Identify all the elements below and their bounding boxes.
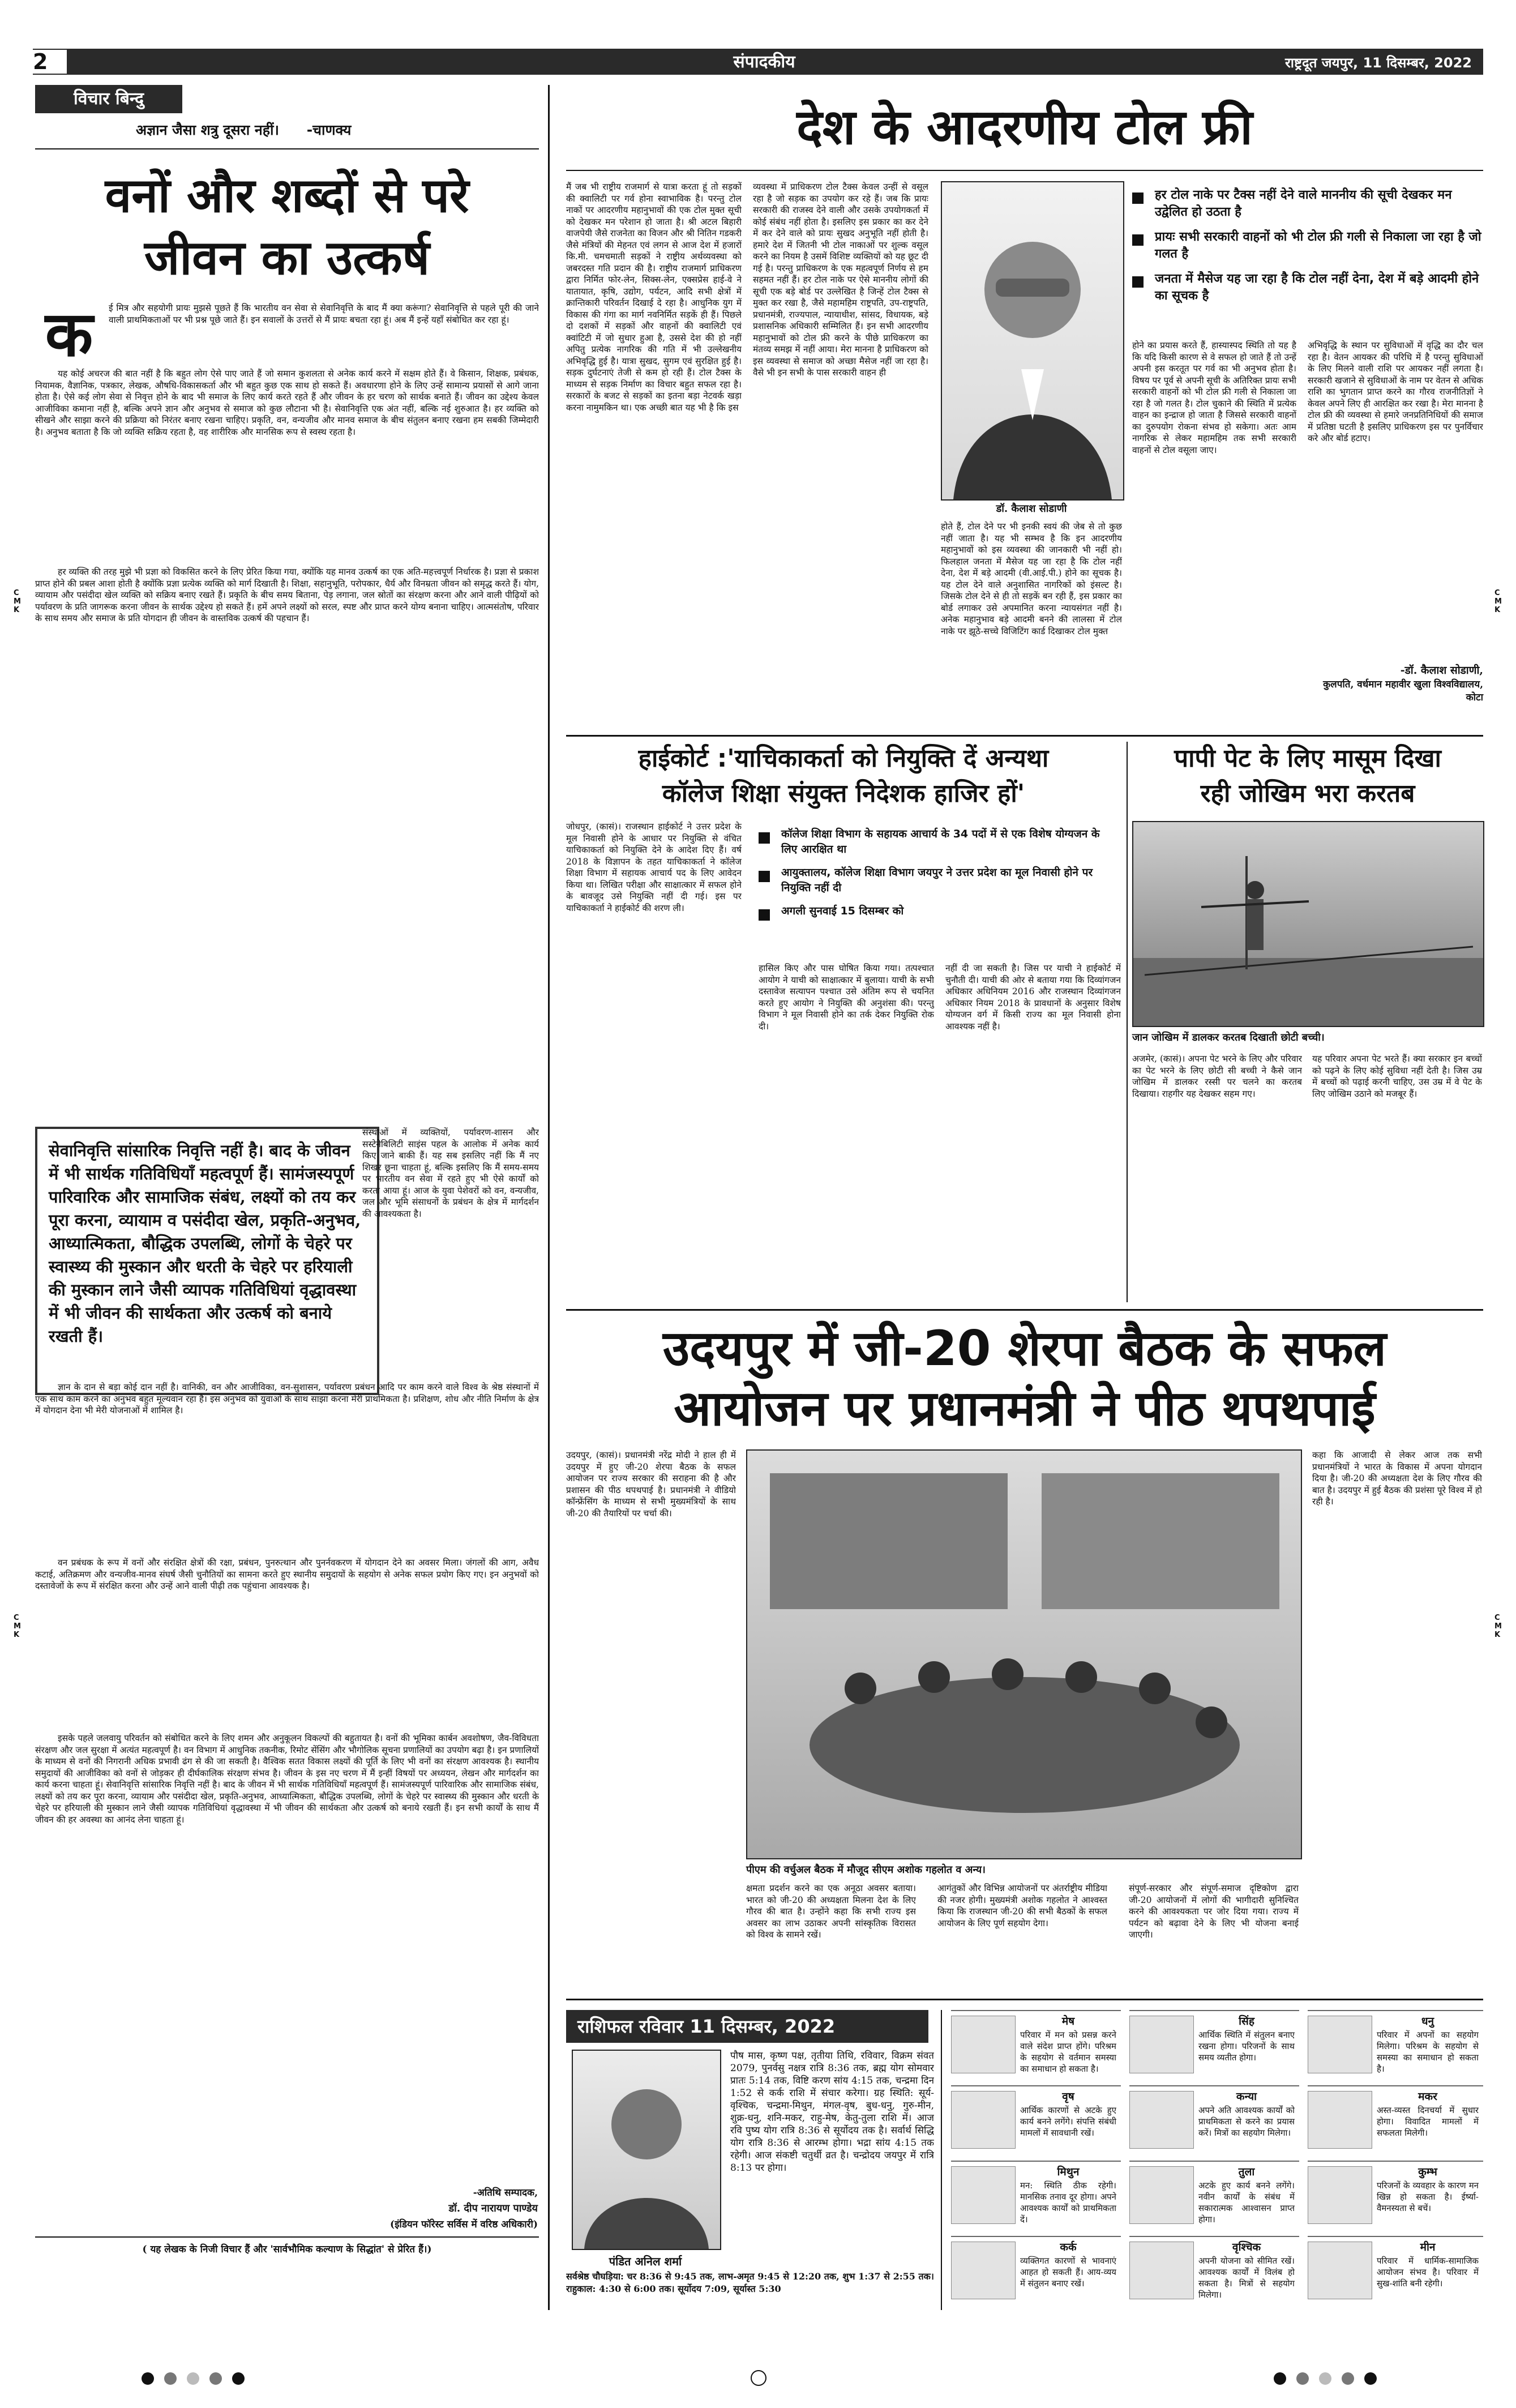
lead-body-1: यह कोई अचरज की बात नहीं है कि बहुत लोग ऐसे पाए जाते हैं जो समान कुशलता से अनेक कार्य करने में सक्षम होते हैं। वे किसान, शिक्षक, प्रबंधक, नियामक, वैज्ञानिक, पत्रकार, लेखक, औषधि-विकासकर्ता और भी बहुत कुछ एक साथ हो सकते हैं। अवधारणा होने के लिए उन्हें सामान्य प्रयासों से आगे जाना होता है। ऐसे कई लोग सेवा से निवृत्त होने के बाद भी समाज के लिए कार्य करते रहते हैं और जीवन के हर चरण को सार्थक बनाते हैं। जीवन का उद्देश्य केवल आजीविका कमाना नहीं है, बल्कि अपने ज्ञान और अनुभव से समाज को कुछ लौटाना भी है। सेवानिवृत्ति एक अंत नहीं, बल्कि नई शुरुआत है। हर व्यक्ति को सीखने और साझा करने की प्रक्रिया को निरंतर बनाए रखना चाहिए। प्रकृति, वन, वन्यजीव और मानव समाज के बीच संतुलन बनाए रखना हम सबकी जिम्मेदारी है। अनुभव बताता है कि जो व्यक्ति सक्रिय रहता है, वह शारीरिक और मानसिक रूप से स्वस्थ रहता है। xyxy=(35,369,539,437)
toll-col-1: मैं जब भी राष्ट्रीय राजमार्ग से यात्रा करता हूं तो सड़कों की क्वालिटी पर गर्व होना स्वाभाविक है। परन्तु टोल नाकों पर आदरणीय महानुभावों की एक टोल मुक्त सूची को देखकर मन परेशान हो जाता है। श्री अटल बिहारी वाजपेयी जैसे राजनेता का विजन और श्री नितिन गडकरी जैसे मंत्रियों की मेहनत एवं लगन से आज देश में हजारों कि.मी. चमचमाती सड़कों ने राष्ट्रीय अर्थव्यवस्था को जबरदस्त गति प्रदान की है। राष्ट्रीय राजमार्ग प्राधिकरण द्वारा निर्मित फोर-लेन, सिक्स-लेन, एक्सप्रेस हाई-वे ने यातायात, कृषि, उद्योग, पर्यटन, आदि सभी क्षेत्रों में क्रान्तिकारी परिवर्तन दिखाई दे रहा है। आधुनिक युग में विकास की गंगा का मार्ग नवनिर्मित सड़कें ही हैं। पिछले दो दशकों में सड़कों और वाहनों की क्वालिटी एवं क्वांटिटी में जो सुधार हुआ है, उससे देश की हो नहीं अपितु प्रत्येक नागरिक की गति में भी उल्लेखनीय अभिवृद्धि हुई है। यात्रा सुखद, सुगम एवं सुरक्षित हुई है। सड़क दुर्घटनाएं तेजी से कम हो रही हैं। टोल टैक्स के माध्यम से सड़क निर्माण का विचार बहुत सफल रहा है। सरकारों के बजट से सड़कों का इतना बड़ा नेटवर्क खड़ा करना नामुमकिन था। एक अच्छी बात यह भी है कि इस xyxy=(566,182,742,413)
footnote-rule xyxy=(35,2236,539,2238)
court-headline-1: हाईकोर्ट :'याचिकाकर्ता को नियुक्ति दें अन्यथा xyxy=(638,744,1049,773)
capricorn-icon xyxy=(1308,2091,1372,2149)
court-highlight-item: कॉलेज शिक्षा विभाग के सहायक आचार्य के 34 पदों में से एक विशेष योग्यजन के लिए आरक्षित था xyxy=(759,827,1115,857)
leo-icon xyxy=(1129,2016,1194,2073)
pisces-icon xyxy=(1308,2242,1372,2299)
signoff-1: -अतिथि सम्पादक, xyxy=(473,2187,538,2199)
choghadiya-text: सर्वश्रेष्ठ चौघड़िया: चर 8:36 से 9:45 तक, लाभ-अमृत 9:45 से 12:20 तक, शुभ 1:37 से 2:55 तक। राहुकाल: 4:30 से 6:00 तक। सूर्योदय 7:09, सूर्यास्त 5:30 xyxy=(566,2271,934,2294)
astrologer-name: पंडित अनिल शर्मा xyxy=(609,2255,682,2268)
zodiac-kumbh xyxy=(1308,2161,1483,2235)
portrait-illustration xyxy=(942,182,1123,499)
color-dot xyxy=(164,2372,177,2385)
g20-col-1: उदयपुर, (कासं)। प्रधानमंत्री नरेंद्र मोदी ने हाल ही में उदयपुर में हुए जी-20 शेरपा बैठक के सफल आयोजन पर राज्य सरकार की सराहना की है और प्रशासन की पीठ थपथपाई है। प्रधानमंत्री ने वीडियो कॉन्फ्रेंसिंग के माध्यम से सभी मुख्यमंत्रियों के साथ जी-20 की तैयारियों पर चर्चा की। xyxy=(566,1450,736,1519)
toll-col-3: होते हैं, टोल देने पर भी इनकी स्वयं की जेब से तो कुछ नहीं जाता है। यह भी सम्भव है कि इन आदरणीय महानुभावों को इस व्यवस्था की जानकारी भी नहीं हो। फिलहाल जनता में मैसेज यह जा रहा है कि टोल नहीं देना, देश में बड़े आदमी (वी.आई.पी.) होने का सूचक है। यह टोल देने वाले अनुशासित नागरिकों को इंसल्ट है। जिसके टोल देने से ही तो सड़कें बन रही हैं, इस प्रकार का बोर्ड लगाकर उसे अपमानित करना न्यायसंगत नहीं है। अनेक महानुभाव बड़े आदमी बनने की लालसा में टोल नाके पर झूठे-सच्चे विजिटिंग कार्ड दिखाकर टोल मुक्त xyxy=(941,521,1122,636)
calibration-target-center xyxy=(751,2370,766,2386)
child-headline-1: पापी पेट के लिए मासूम दिखा xyxy=(1174,744,1441,773)
zodiac-vrish xyxy=(951,2085,1121,2160)
page-number: 2 xyxy=(33,50,67,74)
zodiac-text: परिवार में धार्मिक-सामाजिक आयोजन संभव है। परिवार में सुख-शांति बनी रहेगी। xyxy=(1377,2256,1479,2289)
signoff-2: डॉ. दीप नारायण पाण्डेय xyxy=(448,2202,538,2214)
zodiac-text: परिवार में अपनों का सहयोग मिलेगा। परिश्रम के सहयोग से समस्या का समाधान हो सकता है। xyxy=(1377,2030,1479,2074)
zodiac-name: सिंह xyxy=(1239,2015,1254,2028)
drop-cap: क xyxy=(45,298,93,370)
vichar-author: -चाणक्य xyxy=(306,122,352,138)
color-dot xyxy=(1274,2372,1286,2385)
zodiac-text: आर्थिक स्थिति में संतुलन बनाए रखना होगा। परिजनों के साथ समय व्यतीत होगा। xyxy=(1198,2030,1295,2063)
zodiac-name: मीन xyxy=(1420,2241,1436,2253)
court-col-2: हासिल किए और पास घोषित किया गया। तत्पश्चात आयोग ने याची को साक्षात्कार में बुलाया। याची के सभी दस्तावेज सत्यापन पश्चात उसे अंतिम रूप से चयनित करते हुए आयोग ने नियुक्ति की अनुशंसा की। परन्तु विभाग ने मूल निवासी होने का तर्क देकर नियुक्ति रोक दी। xyxy=(759,963,934,1032)
scorpio-icon xyxy=(1129,2242,1194,2299)
lead-body-4: ज्ञान के दान से बड़ा कोई दान नहीं है। वानिकी, वन और आजीविका, वन-सुशासन, पर्यावरण प्रबंधन आदि पर काम करने वाले विश्व के श्रेष्ठ संस्थानों में एक साथ काम करने का अनुभव बहुत मूल्यवान रहा है। इस अनुभव को युवाओं के साथ साझा करना मेरी प्राथमिकता है। प्रशिक्षण, शोध और नीति निर्माण के क्षेत्र में योगदान देना भी मेरी योजनाओं में शामिल है। xyxy=(35,1382,539,1415)
vichar-rule xyxy=(35,148,539,149)
color-dot xyxy=(1296,2372,1309,2385)
g20-col-3: आगंतुकों और विभिन्न आयोजनों पर अंतर्राष्ट्रीय मीडिया की नजर होगी। मुख्यमंत्री अशोक गहलोत ने आश्वस्त किया कि राजस्थान जी-20 की सभी बैठकों के सफल आयोजन के लिए पूर्ण सहयोग देगा। xyxy=(937,1883,1107,1928)
column-divider xyxy=(548,85,550,2310)
toll-author-role: कुलपति, वर्धमान महावीर खुला विश्वविद्यालय, कोटा xyxy=(1323,679,1483,703)
g20-col-5: कहा कि आजादी से लेकर आज तक सभी प्रधानमंत्रियों ने भारत के विकास में अपना योगदान दिया है। जी-20 की अध्यक्षता देश के लिए गौरव की बात है। उदयपुर में हुई बैठक की प्रशंसा पूरे विश्व में हो रही है। xyxy=(1312,1450,1482,1507)
toll-highlight-item: जनता में मैसेज यह जा रहा है कि टोल नहीं देना, देश में बड़े आदमी होने का सूचक है xyxy=(1132,271,1483,305)
zodiac-kanya xyxy=(1129,2085,1299,2160)
zodiac-name: मिथुन xyxy=(1057,2166,1080,2178)
astrologer-portrait xyxy=(573,2051,720,2249)
aries-icon xyxy=(951,2016,1016,2073)
zodiac-text: अटके हुए कार्य बनने लगेंगे। नवीन कार्यों के संबंध में सकारात्मक आश्वासन प्राप्त होगा। xyxy=(1198,2180,1295,2225)
court-divider xyxy=(1127,742,1128,1302)
gemini-icon xyxy=(951,2166,1016,2224)
zodiac-tula xyxy=(1129,2161,1299,2235)
zodiac-mesh xyxy=(951,2010,1121,2085)
zodiac-name: मेष xyxy=(1061,2015,1075,2028)
zodiac-name: तुला xyxy=(1238,2166,1255,2178)
zodiac-kark xyxy=(951,2236,1121,2311)
child-headline-2: रही जोखिम भरा करतब xyxy=(1200,779,1415,808)
section-rule-3 xyxy=(566,1999,1483,2000)
court-col-3: नहीं दी जा सकती है। जिस पर याची ने हाईकोर्ट में चुनौती दी। याची की ओर से बताया गया कि दिव्यांगजन अधिकार अधिनियम 2016 और राजस्थान दिव्यांगजन अधिकार नियम 2018 के प्रावधानों के अनुसार विशेष योग्यजन वर्ग में किसी राज्य का मूल निवासी होना आवश्यक नहीं है। xyxy=(945,963,1121,1032)
zodiac-name: कुम्भ xyxy=(1418,2166,1437,2178)
court-col-1: जोधपुर, (कासं)। राजस्थान हाईकोर्ट ने उत्तर प्रदेश के मूल निवासी होने के आधार पर नियुक्ति से वंचित याचिकाकर्ता को नियुक्ति देने के आदेश दिए हैं। वर्ष 2018 के विज्ञापन के तहत याचिकाकर्ता ने कॉलेज शिक्षा विभाग में सहायक आचार्य पद के लिए आवेदन किया था। लिखित परीक्षा और साक्षात्कार में सफल होने के बावजूद उसे नियुक्ति नहीं दी गई। इस पर याचिकाकर्ता ने हाईकोर्ट की शरण ली। xyxy=(566,822,742,913)
zodiac-name: कर्क xyxy=(1060,2241,1077,2253)
cancer-icon xyxy=(951,2242,1016,2299)
section-rule-2 xyxy=(566,1309,1483,1311)
tightrope-illustration xyxy=(1133,822,1483,1026)
lead-headline-1: वनों और शब्दों से परे xyxy=(105,168,469,223)
lead-body-3: संस्थाओं में व्यक्तियों, पर्यावरण-शासन और सस्टेनेबिलिटी साइंस पहल के आलोक में अनेक कार्य किए जाने बाकी हैं। यह सब इसलिए नहीं कि मैं नए शिखर छूना चाहता हूं, बल्कि इसलिए कि मैं समय-समय पर भारतीय वन सेवा में रहते हुए भी ऐसे कार्यों को करता आया हूं। आज के युवा पेशेवरों को वन, वन्यजीव, जल और भूमि संसाधनों के प्रबंधन के क्षेत्र में मार्गदर्शन की आवश्यकता है। xyxy=(362,1127,539,1219)
child-col-2: यह परिवार अपना पेट भरते हैं। क्या सरकार इन बच्चों को पढ़ने के लिए कोई सुविधा नहीं देती है। जिस उम्र में बच्चों को पढ़ाई करनी चाहिए, उस उम्र में वे पेट के लिए जोखिम उठाने को मजबूर हैं। xyxy=(1312,1054,1482,1099)
zodiac-name: वृश्चिक xyxy=(1232,2241,1261,2253)
color-dot xyxy=(1342,2372,1354,2385)
toll-col-5: अभिवृद्धि के स्थान पर सुविधाओं में वृद्धि का दौर चल रहा है। वेतन आयकर की परिधि में है परन्तु सुविधाओं के लिए मिलने वाली राशि पर आयकर नहीं लगता है। सरकारी खजाने से सुविधाओं के नाम पर वेतन से अधिक राशि का भुगतान प्राप्त करने का गौरव राजनीतिज्ञों ने केवल अपने लिए ही आरक्षित कर रखा है। मेरा मानना है टोल फ्री की व्यवस्था से हमारे जनप्रतिनिधियों की समाज में प्रतिष्ठा घटती है इसलिए प्राधिकरण इस पर पुनर्विचार करे और बोर्ड हटाए। xyxy=(1308,340,1483,443)
vichar-thought-text: अज्ञान जैसा शत्रु दूसरा नहीं। xyxy=(136,122,279,138)
zodiac-name: धनु xyxy=(1421,2015,1434,2028)
toll-highlights xyxy=(1132,187,1483,313)
child-photo-caption: जान जोखिम में डालकर करतब दिखाती छोटी बच्ची। xyxy=(1132,1032,1325,1043)
pull-quote: सेवानिवृत्ति सांसारिक निवृत्ति नहीं है। बाद के जीवन में भी सार्थक गतिविधियाँ महत्वपूर्ण हैं। सामंजस्यपूर्ण पारिवारिक और सामाजिक संबंध, लक्ष्यों को तय कर पूरा करना, व्यायाम व पसंदीदा खेल, प्रकृति-अनुभव, आध्यात्मिकता, बौद्धिक उपलब्धि, लोगों के चेहरे पर स्वास्थ्य की मुस्कान और धरती के चेहरे पर हरियाली की मुस्कान लाने जैसी व्यापक गतिविधियां वृद्धावस्था में भी जीवन की सार्थकता और उत्कर्ष को बनाये रखती हैं। xyxy=(35,1127,379,1395)
zodiac-text: व्यक्तिगत कारणों से भावनाएं आहत हो सकती हैं। आय-व्यय में संतुलन बनाए रखें। xyxy=(1020,2256,1116,2289)
toll-author: -डॉ. कैलाश सोडाणी, xyxy=(1400,664,1483,677)
zodiac-text: अस्त-व्यस्त दिनचर्या में सुधार होगा। विवादित मामलों में सफलता मिलेगी। xyxy=(1377,2105,1479,2138)
meeting-illustration xyxy=(747,1451,1301,1858)
registration-mark-right-bottom: CMK xyxy=(1494,1614,1503,1639)
zodiac-makar xyxy=(1308,2085,1483,2160)
section-title: संपादकीय xyxy=(733,52,795,72)
lead-body-6: इसके पहले जलवायु परिवर्तन को संबोधित करने के लिए शमन और अनुकूलन विकल्पों की बहुतायत है। वनों की भूमिका कार्बन अवशोषण, जैव-विविधता संरक्षण और जल सुरक्षा में अत्यंत महत्वपूर्ण है। वन विभाग में आधुनिक तकनीक, रिमोट सेंसिंग और भौगोलिक सूचना प्रणालियों का उपयोग बढ़ा है। इन प्रणालियों के माध्यम से वनों की निगरानी अधिक प्रभावी ढंग से की जा सकती है। वैश्विक सतत विकास लक्ष्यों की पूर्ति के लिए भी वनों का संरक्षण आवश्यक है। स्थानीय समुदायों की आजीविका को वनों से जोड़कर ही दीर्घकालिक संरक्षण संभव है। जीवन के इस नए चरण में मैं इन्हीं विषयों पर अध्ययन, लेखन और मार्गदर्शन का कार्य करना चाहता हूं। सेवानिवृत्ति सांसारिक निवृत्ति नहीं है। बाद के जीवन में भी सार्थक गतिविधियाँ महत्वपूर्ण हैं। सामंजस्यपूर्ण पारिवारिक और सामाजिक संबंध, लक्ष्यों को तय कर पूरा करना, व्यायाम और पसंदीदा खेल, प्रकृति-अनुभव, आध्यात्मिकता, बौद्धिक उपलब्धि, लोगों के चेहरे पर स्वास्थ्य की मुस्कान और धरती के चेहरे पर हरियाली की मुस्कान लाने जैसी व्यापक गतिविधियां वृद्धावस्था में भी जीवन की सार्थकता और उत्कर्ष को बनाये रखती हैं। इन सभी कार्यों के साथ मैं जीवन की हर अवस्था का आनंद लेना चाहता हूं। xyxy=(35,1733,539,1825)
zodiac-text: परिजनों के व्यवहार के कारण मन खिन्न हो सकता है। ईर्ष्या-वैमनस्यता से बचें। xyxy=(1377,2180,1479,2213)
vichar-thought xyxy=(136,120,532,139)
g20-headline-2: आयोजन पर प्रधानमंत्री ने पीठ थपथपाई xyxy=(674,1380,1376,1437)
color-dot xyxy=(1319,2372,1331,2385)
zodiac-dhanu xyxy=(1308,2010,1483,2085)
court-highlights xyxy=(759,827,1115,927)
g20-photo-caption: पीएम की वर्चुअल बैठक में मौजूद सीएम अशोक गहलोत व अन्य। xyxy=(746,1864,986,1876)
zodiac-text: मन: स्थिति ठीक रहेगी। मानसिक तनाव दूर होगा। अपने आवश्यक कार्यों को प्राथमिकता दें। xyxy=(1020,2180,1116,2225)
court-highlight-item: अगली सुनवाई 15 दिसम्बर को xyxy=(759,904,1115,919)
author-photo-caption: डॉ. कैलाश सोडाणी xyxy=(996,503,1067,515)
zodiac-name: कन्या xyxy=(1236,2090,1257,2103)
g20-col-4: संपूर्ण-सरकार और संपूर्ण-समाज दृष्टिकोण द्वारा जी-20 आयोजनों में लोगों की भागीदारी सुनिश्चित करने की आवश्यकता पर जोर दिया गया। राज्य में पर्यटन को बढ़ावा देने के लिए भी योजना बनाई जाएगी। xyxy=(1129,1883,1299,1940)
rashifal-heading: राशिफल रविवार 11 दिसम्बर, 2022 xyxy=(566,2010,928,2043)
libra-icon xyxy=(1129,2166,1194,2224)
footnote: ( यह लेखक के निजी विचार हैं और 'सार्वभौमिक कल्याण के सिद्धांत' से प्रेरित हैं।) xyxy=(142,2244,432,2255)
registration-mark-left-top: CMK xyxy=(14,589,22,614)
lead-body-2: हर व्यक्ति की तरह मुझे भी प्रज्ञा को विकसित करने के लिए प्रेरित किया गया, क्योंकि यह मानव उत्कर्ष का एक अति-महत्त्वपूर्ण निर्धारक है। प्रज्ञा से प्रकाश प्राप्त होने की प्रबल आशा होती है क्योंकि प्रज्ञा प्रत्येक व्यक्ति को मार्ग दिखाती है। शिक्षा, सहानुभूति, परोपकार, धैर्य और विनम्रता जीवन को समृद्ध करते हैं। योग, व्यायाम और पसंदीदा खेल व्यक्ति को सक्रिय बनाए रखते हैं। प्रकृति के बीच समय बिताना, पेड़ लगाना, जल स्रोतों का संरक्षण करना और आने वाली पीढ़ियों को पर्यावरण के प्रति जागरूक करना जीवन के सार्थक उद्देश्य हो सकते हैं। हमें अपने लक्ष्यों को सरल, स्पष्ट और प्राप्त करने योग्य बनाना चाहिए। आत्मसंतोष, परिवार के साथ समय और समाज के प्रति योगदान ही जीवन के वास्तविक उत्कर्ष की पहचान हैं। xyxy=(35,567,539,623)
lead-body-5: वन प्रबंधक के रूप में वनों और संरक्षित क्षेत्रों की रक्षा, प्रबंधन, पुनरुत्थान और पुनर्नवकरण में योगदान देने का अवसर मिला। जंगलों की आग, अवैध कटाई, अतिक्रमण और वन्यजीव-मानव संघर्ष जैसी चुनौतियों का सामना करते हुए स्थानीय समुदायों के सहयोग से अनेक सफल प्रयोग किए गए। इन अनुभवों को दस्तावेजों के रूप में संरक्षित करना और उन्हें आने वाली पीढ़ी तक पहुंचाना आवश्यक है। xyxy=(35,1558,539,1591)
signoff-3: (इंडियन फॉरेस्ट सर्विस में वरिष्ठ अधिकारी) xyxy=(390,2219,538,2230)
astrologer-photo xyxy=(572,2050,721,2250)
lead-headline-2: जीवन का उत्कर्ष xyxy=(144,230,430,285)
zodiac-text: आर्थिक कारणों से अटके हुए कार्य बनने लगेंगे। संपत्ति संबंधी मामलों में सावधानी रखें। xyxy=(1020,2105,1116,2138)
author-photo xyxy=(941,181,1124,501)
zodiac-text: अपने अति आवश्यक कार्यों को प्राथमिकता से करने का प्रयास करें। मित्रों का सहयोग मिलेगा। xyxy=(1198,2105,1295,2138)
zodiac-mithun xyxy=(951,2161,1121,2235)
g20-photo xyxy=(746,1449,1302,1859)
zodiac-name: मकर xyxy=(1418,2090,1437,2103)
toll-col-4: होने का प्रयास करते हैं, हास्यास्पद स्थिति तो यह है कि यदि किसी कारण से वे सफल हो जाते हैं तो उन्हें अपनी इस करतूत पर गर्व का भी अनुभव होता है। विषय पर पूर्व से अपनी सूची के अतिरिक्त प्रायः सभी सरकारी वाहनों को भी टोल फ्री गली से निकाला जा रहा है जो गलत है। टोल चुकाने की स्थिति में प्रत्येक वाहन का इन्द्राज हो जाता है जिससे सरकारी वाहनों का दुरुपयोग रोकना संभव हो सकेगा। अतः आम नागरिक से लेकर महामहिम तक सभी सरकारी वाहनों से टोल वसूला जाए। xyxy=(1132,340,1296,455)
registration-mark-right-top: CMK xyxy=(1494,589,1503,614)
toll-highlight-item: हर टोल नाके पर टैक्स नहीं देने वाले माननीय की सूची देखकर मन उद्वेलित हो उठता है xyxy=(1132,187,1483,221)
g20-headline-1: उदयपुर में जी-20 शेरपा बैठक के सफल xyxy=(663,1320,1386,1377)
zodiac-meen xyxy=(1308,2236,1483,2311)
color-dot xyxy=(1364,2372,1377,2385)
toll-highlight-item: प्रायः सभी सरकारी वाहनों को भी टोल फ्री गली से निकाला जा रहा है जो गलत है xyxy=(1132,229,1483,263)
sagittarius-icon xyxy=(1308,2016,1372,2073)
registration-mark-left-bottom: CMK xyxy=(14,1614,22,1639)
rashifal-divider xyxy=(941,2010,942,2310)
zodiac-vrishchik xyxy=(1129,2236,1299,2311)
g20-col-2: क्षमता प्रदर्शन करने का एक अनूठा अवसर बताया। भारत को जी-20 की अध्यक्षता मिलना देश के लिए गौरव की बात है। उन्होंने कहा कि सभी राज्य इस अवसर का लाभ उठाकर अपनी सांस्कृतिक विरासत को विश्व के सामने रखें। xyxy=(746,1883,916,1940)
court-headline-2: कॉलेज शिक्षा संयुक्त निदेशक हाजिर हों' xyxy=(662,779,1025,808)
color-dot xyxy=(142,2372,154,2385)
zodiac-simha xyxy=(1129,2010,1299,2085)
color-dot xyxy=(232,2372,245,2385)
toll-col-2: व्यवस्था में प्राधिकरण टोल टैक्स केवल उन्हीं से वसूल रहा है जो सड़क का उपयोग कर रहे हैं। जब कि प्रायः सरकारी की राजस्व देने वाली और उसके उपयोगकर्ता में कोई संबंध नहीं होता है। इसलिए इस प्रकार का कर देने में कर देने वाले को प्रायः सुखद अनुभूति नहीं होती है। हमारे देश में जितनी भी टोल नाकाओं पर शुल्क वसूल करने का नियम है उसमें विशिष्ट व्यक्तियों को यह छूट दी गई है। परन्तु प्राधिकरण के एक महत्वपूर्ण निर्णय से हम सहमत नहीं हैं। हर टोल नाके पर ऐसे माननीय लोगों की सूची एक बड़े बोर्ड पर उल्लेखित है जिन्हें टोल टैक्स से मुक्त कर रखा है, जैसे महामहिम राष्ट्रपति, उप-राष्ट्रपति, प्रधानमंत्री, राज्यपाल, न्यायाधीश, सांसद, विधायक, बड़े प्रशासनिक अधिकारी सम्मिलित हैं। इन सभी आदरणीय महानुभावों को टोल फ्री करने के पीछे प्राधिकरण का मंतव्य समझ में नहीं आया। मेरा मानना है प्राधिकरण को इस व्यवस्था से समाज को अच्छा मैसेज नहीं जा रहा है। वैसे भी इन सभी के पास सरकारी वाहन ही xyxy=(753,182,928,378)
section-rule xyxy=(566,735,1483,737)
color-dot xyxy=(209,2372,222,2385)
vichar-label: विचार बिन्दु xyxy=(35,85,182,113)
panchang-text: पौष मास, कृष्ण पक्ष, तृतीया तिथि, रविवार, विक्रम संवत 2079, पुनर्वसु नक्षत्र रात्रि 8:36 तक, ब्रह्म योग सोमवार प्रातः 5:14 तक, विष्टि करण सांय 4:15 तक, चन्द्रमा दिन 1:52 से कर्क राशि में संचार करेगा। ग्रह स्थिति: सूर्य-वृश्चिक, चन्द्रमा-मिथुन, मंगल-वृष, बुध-धनु, गुरु-मीन, शुक्र-धनु, शनि-मकर, राहु-मेष, केतु-तुला राशि में। आज रवि पुष्य योग रात्रि 8:36 से सूर्योदय तक है। सर्वार्थ सिद्धि योग रात्रि 8:36 से आरम्भ होगा। भद्रा सांय 4:15 तक रहेगी। आज संकष्टी चतुर्थी व्रत है। चन्द्रोदय जयपुर में रात्रि 8:13 पर होगा। xyxy=(730,2050,934,2174)
zodiac-text: परिवार में मन को प्रसन्न करने वाले संदेश प्राप्त होंगे। परिश्रम के सहयोग से वर्तमान समस्या का समाधान हो सकता है। xyxy=(1020,2030,1116,2074)
zodiac-text: अपनी योजना को सीमित रखें। आवश्यक कार्यों में विलंब हो सकता है। मित्रों से सहयोग मिलेगा। xyxy=(1198,2256,1295,2300)
taurus-icon xyxy=(951,2091,1016,2149)
lead-intro: ई मित्र और सहयोगी प्रायः मुझसे पूछते हैं कि भारतीय वन सेवा से सेवानिवृत्ति के बाद मैं क्या करूंगा? सेवानिवृत्ति से पहले पूरी की जाने वाली प्राथमिकताओं पर भी प्रश्न पूछे जाते हैं। इन सवालों के उत्तरों से मैं प्रायः बचता रहा हूं। अब मैं इन्हें यहाँ संबोधित कर रहा हूं। xyxy=(109,303,539,325)
toll-headline: देश के आदरणीय टोल फ्री xyxy=(796,99,1253,156)
child-col-1: अजमेर, (कासं)। अपना पेट भरने के लिए और परिवार का पेट भरने के लिए छोटी सी बच्ची ने कैसे जान जोखिम में डालकर रस्सी पर चलने का करतब दिखाया। राहगीर यह देखकर सहम गए। xyxy=(1132,1054,1302,1099)
edition-line: राष्ट्रदूत जयपुर, 11 दिसम्बर, 2022 xyxy=(1284,55,1472,71)
court-highlight-item: आयुक्तालय, कॉलेज शिक्षा विभाग जयपुर ने उत्तर प्रदेश का मूल निवासी होने पर नियुक्ति नहीं दी xyxy=(759,865,1115,896)
zodiac-name: वृष xyxy=(1062,2090,1074,2103)
toll-rule xyxy=(566,170,1483,171)
color-dot xyxy=(187,2372,199,2385)
virgo-icon xyxy=(1129,2091,1194,2149)
child-photo xyxy=(1132,821,1484,1027)
aquarius-icon xyxy=(1308,2166,1372,2224)
